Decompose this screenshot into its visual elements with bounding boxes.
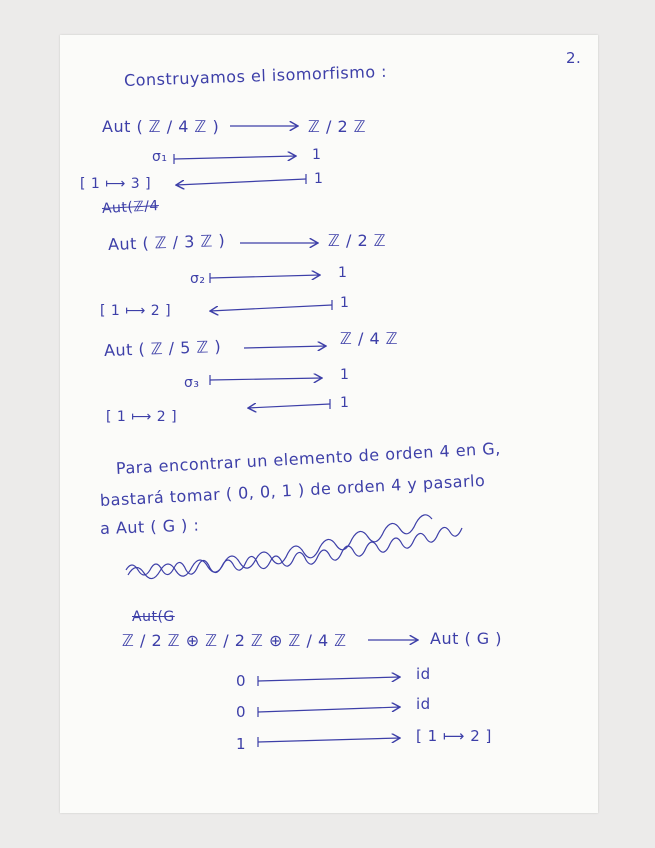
map-codomain: ℤ / 2 ℤ — [308, 117, 367, 136]
permutation-image: 1 — [340, 295, 350, 311]
paragraph-line-1: Para encontrar un elemento de orden 4 en G, — [115, 438, 502, 478]
row-from-value: 0 — [236, 672, 247, 690]
crossed-out-text: Aut(ℤ/4 — [101, 198, 160, 217]
permutation-image: 1 — [314, 171, 324, 187]
reverse-arrow — [176, 179, 306, 185]
crossed-out-text: Aut(G — [132, 609, 175, 625]
notebook-page — [60, 35, 598, 813]
map-domain: Aut ( ℤ / 4 ℤ ) — [102, 117, 220, 136]
reverse-arrow — [210, 305, 332, 311]
direct-sum-domain: ℤ / 2 ℤ ⊕ ℤ / 2 ℤ ⊕ ℤ / 4 ℤ — [122, 631, 347, 650]
generator-image: 1 — [312, 147, 322, 163]
row-to-value: id — [416, 665, 431, 683]
paragraph-line-3: a Aut ( G ) : — [99, 515, 200, 538]
map-domain: Aut ( ℤ / 5 ℤ ) — [103, 336, 222, 360]
paragraph-line-2: bastará tomar ( 0, 0, 1 ) de orden 4 y pasarlo — [99, 470, 486, 510]
map-codomain: ℤ / 4 ℤ — [340, 329, 399, 348]
page-number: 2. — [566, 49, 582, 67]
permutation: [ 1 ⟼ 3 ] — [80, 176, 152, 192]
heading: Construyamos el isomorfismo : — [123, 61, 388, 90]
row-from-value: 1 — [236, 735, 247, 753]
generator: σ₂ — [190, 271, 206, 287]
generator: σ₁ — [152, 149, 168, 165]
maps-to-arrow — [258, 707, 400, 712]
map-codomain: ℤ / 2 ℤ — [328, 231, 387, 250]
generator-image: 1 — [338, 265, 348, 281]
arrow — [244, 346, 326, 348]
permutation: [ 1 ⟼ 2 ] — [106, 409, 178, 425]
maps-to-arrow — [210, 275, 320, 278]
row-to-value: id — [416, 695, 431, 713]
aut-g-codomain: Aut ( G ) — [430, 629, 502, 648]
maps-to-arrow — [258, 738, 400, 742]
permutation-image: 1 — [340, 395, 350, 411]
maps-to-arrow — [258, 677, 400, 681]
maps-to-arrow — [174, 156, 296, 159]
reverse-arrow — [248, 404, 330, 408]
map-domain: Aut ( ℤ / 3 ℤ ) — [107, 230, 226, 254]
row-to-value: [ 1 ⟼ 2 ] — [416, 727, 492, 745]
generator-image: 1 — [340, 367, 350, 383]
row-from-value: 0 — [236, 703, 247, 721]
maps-to-arrow — [210, 378, 322, 380]
permutation: [ 1 ⟼ 2 ] — [100, 303, 172, 319]
generator: σ₃ — [184, 375, 200, 391]
